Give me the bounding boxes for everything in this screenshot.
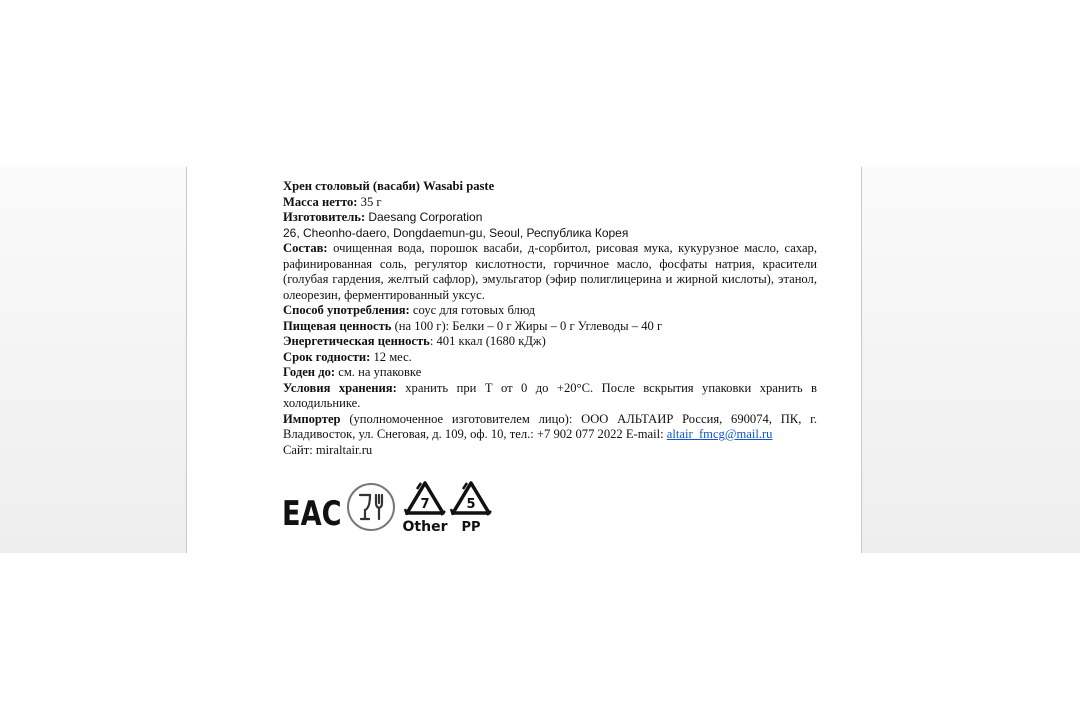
recycle-other-icon [401, 479, 449, 537]
recycle-pp-number: 5 [466, 497, 476, 512]
energy-line: Энергетическая ценность: 401 ккал (1680 кДж) [283, 334, 546, 348]
manufacturer-address: 26, Cheonho-daero, Dongdaemun-gu, Seoul, Республика Корея [283, 225, 629, 240]
glass-fork-icon [343, 481, 399, 533]
best-before-line: Годен до: см. на упаковке [283, 365, 422, 379]
importer-line: Импортер (уполномоченное изготовителем лицо): ООО АЛЬТАИР Россия, 690074, ПК, г. Владивосток, ул. Снеговая, д. 109, оф. 10, тел.: +7 902 077 2022 E-mail: altair_fmcg@mail.ru [283, 411, 817, 441]
shelf-life-line: Срок годности: 12 мес. [283, 349, 412, 364]
site-line: Сайт: miraltair.ru [283, 442, 373, 457]
storage-line: Условия хранения: хранить при Т от 0 до +20°С. После вскрытия упаковки хранить в холодильнике. [283, 380, 817, 410]
nutrition-line: Пищевая ценность (на 100 г): Белки – 0 г Жиры – 0 г Углеводы – 40 г [283, 318, 663, 333]
recycle-pp-icon [447, 479, 495, 537]
product-title: Хрен столовый (васаби) Wasabi paste [283, 179, 495, 193]
eac-mark-text: ЕАС [282, 494, 342, 534]
net-mass-line: Масса нетто: 35 г [283, 194, 382, 209]
recycle-other-label: Other [402, 519, 448, 535]
ingredients-line: Состав: очищенная вода, порошок васаби, д-сорбитол, рисовая мука, кукурузное масло, сахар, рафинированная соль, регулятор кислотности, горчичное масло, фосфаты натрия, красители (голубая гардения, желтый сафлор), эмульгатор (эфир полиглицерина и жирной кислоты), этанол, олеорезин, ферментированный уксус. [283, 241, 817, 302]
recycle-pp-label: PP [461, 520, 481, 535]
usage-line: Способ употребления: соус для готовых блюд [283, 303, 536, 317]
certification-icons [282, 479, 547, 539]
label-text [283, 179, 817, 458]
recycle-other-number: 7 [420, 497, 430, 512]
document-page [186, 167, 862, 553]
importer-email-link[interactable]: altair_fmcg@mail.ru [666, 427, 773, 441]
eac-mark-icon [282, 479, 342, 535]
manufacturer-line: Изготовитель: Daesang Corporation [283, 210, 483, 224]
